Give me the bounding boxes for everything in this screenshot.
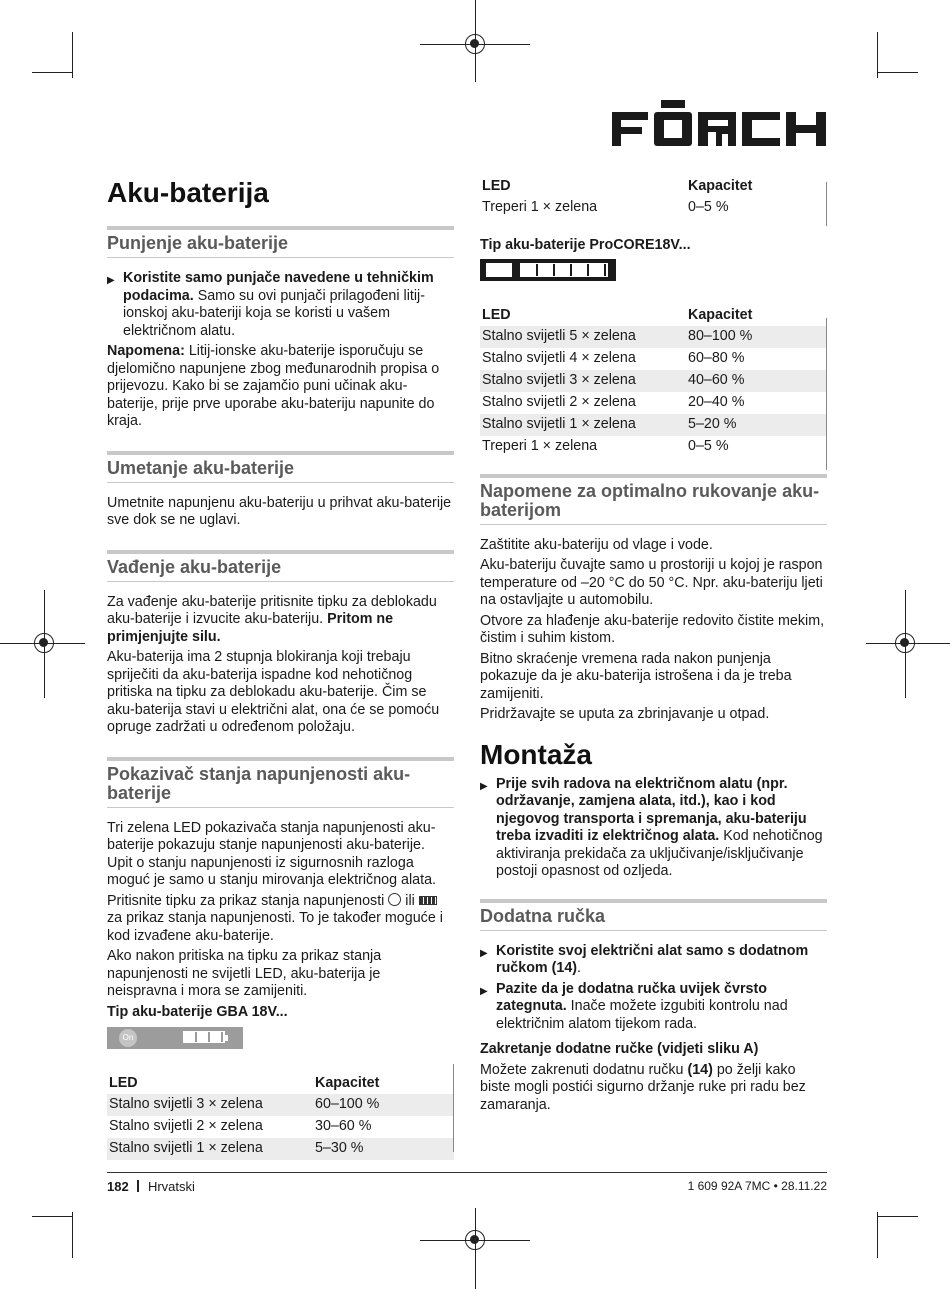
table-header: LED [109, 1075, 138, 1091]
paragraph: Pridržavajte se uputa za zbrinjavanje u otpad. [480, 706, 770, 722]
procore-battery-graphic [480, 259, 616, 281]
section-punjenje [107, 226, 454, 431]
paragraph: Zaštitite aku-bateriju od vlage i vode. [480, 536, 713, 553]
table-row: Stalno svijetli 3 × zelena 60–100 % [107, 1094, 454, 1116]
registration-mark-icon [895, 633, 915, 653]
note-paragraph: Napomena: Litij-ionske aku-baterije isporučuju se djelomično napunjene zbog međunarodnih propisa o prijevozu. Kako bi se zajamčio puni učinak aku-baterije, prije prve uporabe aku-bateriju napunite do kraja. [107, 343, 440, 429]
section-dodatna-rucka [480, 899, 827, 1115]
battery-icon [419, 896, 437, 905]
footer-language: Hrvatski [147, 1179, 195, 1194]
crop-mark [878, 72, 918, 73]
crop-mark [32, 1216, 72, 1217]
paragraph: Ako nakon pritiska na tipku za prikaz stanja napunjenosti ne svijetli LED, aku-baterija je neispravna i mora se zamijeniti. [107, 948, 382, 999]
left-column [107, 176, 454, 1160]
battery-type-label: Tip aku-baterije GBA 18V... [107, 1003, 288, 1020]
section-heading: Punjenje aku-baterije [107, 234, 454, 258]
bullet-item: ▶ Koristite svoj električni alat samo s dodatnom ručkom (14). [480, 943, 827, 978]
footer-separator [137, 1180, 139, 1192]
registration-mark-icon [465, 1230, 485, 1250]
table-row: Stalno svijetli 2 × zelena 30–60 % [109, 1118, 372, 1134]
footer-doc-code: 1 609 92A 7MC • 28.11.22 [687, 1179, 827, 1193]
table-row: Stalno svijetli 4 × zelena 60–80 % [482, 349, 745, 366]
section-heading: Pokazivač stanja napunjenosti aku-baterije [107, 765, 454, 808]
paragraph: Za vađenje aku-baterije pritisnite tipku za deblokadu aku-baterije i izvucite aku-bateriju. Pritom ne primjenjujte silu. [107, 593, 437, 645]
section-heading: Dodatna ručka [480, 907, 827, 931]
registration-mark-icon [34, 633, 54, 653]
section-umetanje [107, 451, 454, 530]
forch-logo [612, 100, 826, 148]
led-capacity-table-procore [480, 305, 827, 458]
table-border [826, 182, 827, 226]
paragraph: Umetnite napunjenu aku-bateriju u prihvat aku-baterije sve dok se ne uglavi. [107, 494, 452, 528]
right-column [480, 176, 827, 1117]
battery-type-label: Tip aku-baterije ProCORE18V... [480, 237, 691, 253]
page-title: Aku-baterija [107, 177, 269, 208]
page-number: 182 [107, 1179, 129, 1194]
crop-mark [877, 1212, 878, 1258]
led-indicator-icon [520, 263, 608, 277]
section-heading: Vađenje aku-baterije [107, 558, 454, 582]
gba-battery-graphic [107, 1027, 243, 1049]
paragraph: Aku-baterija ima 2 stupnja blokiranja koji trebaju spriječiti da aku-baterija ispadne kod nehotičnog pritiska na tipku za deblokadu aku-baterije. Čim se aku-baterija stavi u električni alat, ona će se pomoću opruge zadržati u određenom položaju. [107, 649, 440, 735]
paragraph: Tri zelena LED pokazivača stanja napunjenosti aku-baterije pokazuju stanje napunjenosti aku-baterije. Upit o stanju napunjenosti iz sigurnosnih razloga moguć je samo u stanju mirovanja električnog alata. [107, 819, 436, 888]
table-border [453, 1064, 454, 1152]
section-napomene [480, 474, 827, 724]
crop-mark [72, 1212, 73, 1258]
led-capacity-table-continued [480, 176, 827, 219]
paragraph: Otvore za hlađenje aku-baterije redovito čistite mekim, čistim i suhim kistom. [480, 612, 825, 646]
paragraph: Bitno skraćenje vremena rada nakon punjenja pokazuje da je aku-baterija istrošena i da je treba zamijeniti. [480, 650, 792, 702]
table-header: Kapacitet [315, 1075, 380, 1091]
table-border [826, 318, 827, 470]
table-header: LED [482, 306, 511, 323]
table-header: Kapacitet [688, 306, 753, 323]
table-header: LED [482, 178, 511, 194]
paragraph: Aku-bateriju čuvajte samo u prostoriji u kojoj je raspon temperature od –20 °C do 50 °C. Npr. aku-bateriju ljeti na ostavljajte u automobilu. [480, 557, 823, 608]
crop-mark [72, 32, 73, 78]
battery-button-icon [486, 263, 512, 277]
paragraph: Pritisnite tipku za prikaz stanja napunjenosti ili za prikaz stanja napunjenosti. To je također moguće i kod izvađene aku-baterije. [107, 892, 443, 944]
sub-heading: Zakretanje dodatne ručke (vidjeti sliku A) [480, 1041, 759, 1057]
paragraph: Možete zakrenuti dodatnu ručku (14) po želji kako biste mogli postići sigurno držanje ruke pri radu bez zamaranja. [480, 1061, 806, 1113]
table-row: Stalno svijetli 1 × zelena 5–30 % [107, 1138, 454, 1160]
table-row: Treperi 1 × zelena 0–5 % [482, 437, 729, 454]
section-vadenje [107, 550, 454, 737]
bullet-item: ▶ Koristite samo punjače navedene u tehničkim podacima. Samo su ovi punjači prilagođeni litij-ionskoj aku-bateriji koja se koristi u vašem električnom alatu. [107, 270, 454, 340]
section-heading: Umetanje aku-baterije [107, 459, 454, 483]
table-row: Stalno svijetli 5 × zelena 80–100 % [480, 326, 827, 348]
registration-mark-icon [465, 34, 485, 54]
table-row: Stalno svijetli 2 × zelena 20–40 % [482, 393, 745, 410]
table-row: Treperi 1 × zelena 0–5 % [482, 199, 729, 215]
led-capacity-table-gba [107, 1073, 454, 1160]
table-row: Stalno svijetli 1 × zelena 5–20 % [480, 414, 827, 436]
led-indicator-icon [183, 1031, 225, 1043]
table-row: Stalno svijetli 3 × zelena 40–60 % [480, 370, 827, 392]
on-button-icon [388, 893, 401, 906]
page-footer [107, 1172, 827, 1194]
bullet-item: ▶ Prije svih radova na električnom alatu (npr. održavanje, zamjena alata, itd.), kao i kod njegovog transporta i spremanja, aku-bateriju treba izvaditi iz električnog alata. Kod nehotičnog aktiviranja prekidača za uključivanje/isključivanje postoji opasnost od ozljeda. [480, 776, 827, 881]
section-heading: Napomene za optimalno rukovanje aku-baterijom [480, 482, 827, 525]
section-title-montaza: Montaža [480, 738, 592, 770]
on-button-icon: On [119, 1029, 137, 1047]
crop-mark [32, 72, 72, 73]
battery-terminal [225, 1035, 228, 1041]
section-pokazivac [107, 757, 454, 1161]
crop-mark [878, 1216, 918, 1217]
table-header: Kapacitet [688, 178, 753, 194]
bullet-item: ▶ Pazite da je dodatna ručka uvijek čvrsto zategnuta. Inače možete izgubiti kontrolu nad električnim alatom tijekom rada. [480, 981, 827, 1034]
